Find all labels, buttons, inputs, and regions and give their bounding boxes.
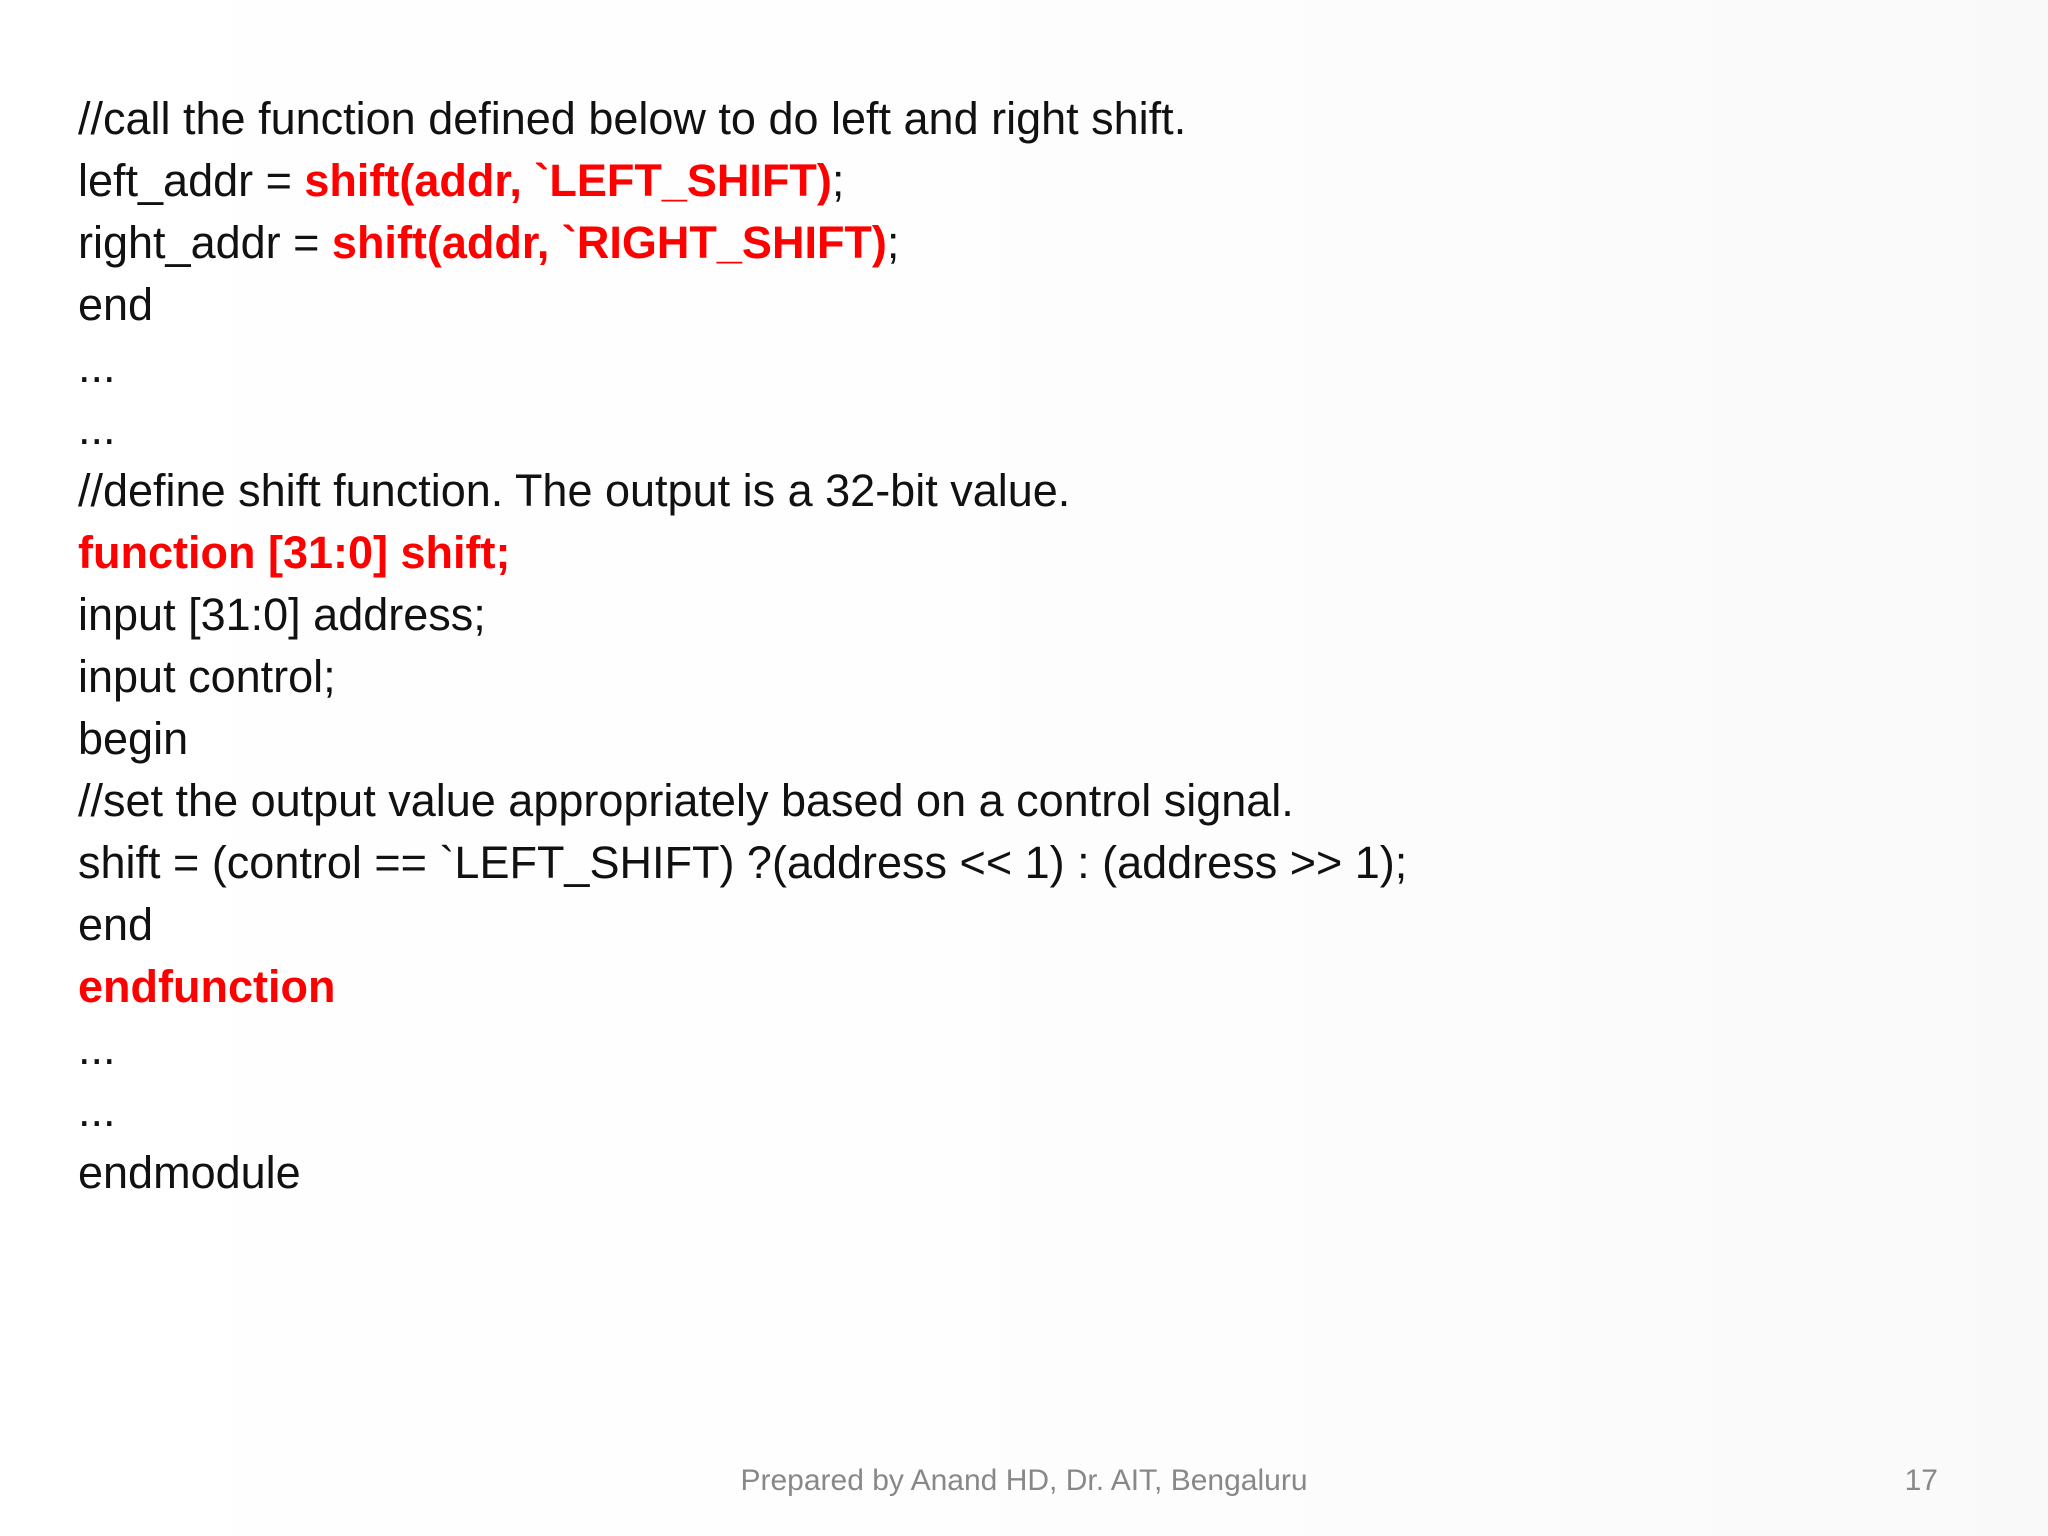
code-text: //set the output value appropriately based on a control signal. <box>78 775 1294 826</box>
code-text: ... <box>78 341 116 392</box>
code-line <box>78 956 1958 1018</box>
code-line <box>78 460 1958 522</box>
code-text: ... <box>78 1085 116 1136</box>
code-listing <box>78 88 1958 1204</box>
code-line <box>78 336 1958 398</box>
code-text: ... <box>78 403 116 454</box>
code-line <box>78 398 1958 460</box>
code-text: shift = (control == `LEFT_SHIFT) ?(address << 1) : (address >> 1); <box>78 837 1408 888</box>
code-text: end <box>78 899 154 950</box>
code-line <box>78 1080 1958 1142</box>
code-highlight: function [31:0] shift; <box>78 527 511 578</box>
code-text: //define shift function. The output is a 32-bit value. <box>78 465 1071 516</box>
code-line <box>78 522 1958 584</box>
code-text: end <box>78 279 154 330</box>
code-text: begin <box>78 713 189 764</box>
code-text: input control; <box>78 651 336 702</box>
code-highlight: shift(addr, `RIGHT_SHIFT) <box>331 217 887 268</box>
code-highlight: shift(addr, `LEFT_SHIFT) <box>304 155 832 206</box>
code-text-after: ; <box>886 217 900 268</box>
code-line <box>78 832 1958 894</box>
code-line <box>78 212 1958 274</box>
code-text: //call the function defined below to do left and right shift. <box>78 93 1187 144</box>
code-text: endmodule <box>78 1147 301 1198</box>
code-text: input [31:0] address; <box>78 589 486 640</box>
page-number: 17 <box>1904 1464 1938 1497</box>
code-line <box>78 584 1958 646</box>
code-line <box>78 274 1958 336</box>
code-text: ... <box>78 1023 116 1074</box>
code-line <box>78 646 1958 708</box>
code-text-after: ; <box>831 155 845 206</box>
code-highlight: endfunction <box>78 961 336 1012</box>
code-line <box>78 150 1958 212</box>
code-text: left_addr = <box>78 155 305 206</box>
slide-footer: Prepared by Anand HD, Dr. AIT, Bengaluru <box>740 1464 1308 1497</box>
code-line <box>78 1018 1958 1080</box>
code-line <box>78 894 1958 956</box>
code-line <box>78 770 1958 832</box>
code-line <box>78 1142 1958 1204</box>
code-line <box>78 88 1958 150</box>
code-line <box>78 708 1958 770</box>
code-text: right_addr = <box>78 217 332 268</box>
